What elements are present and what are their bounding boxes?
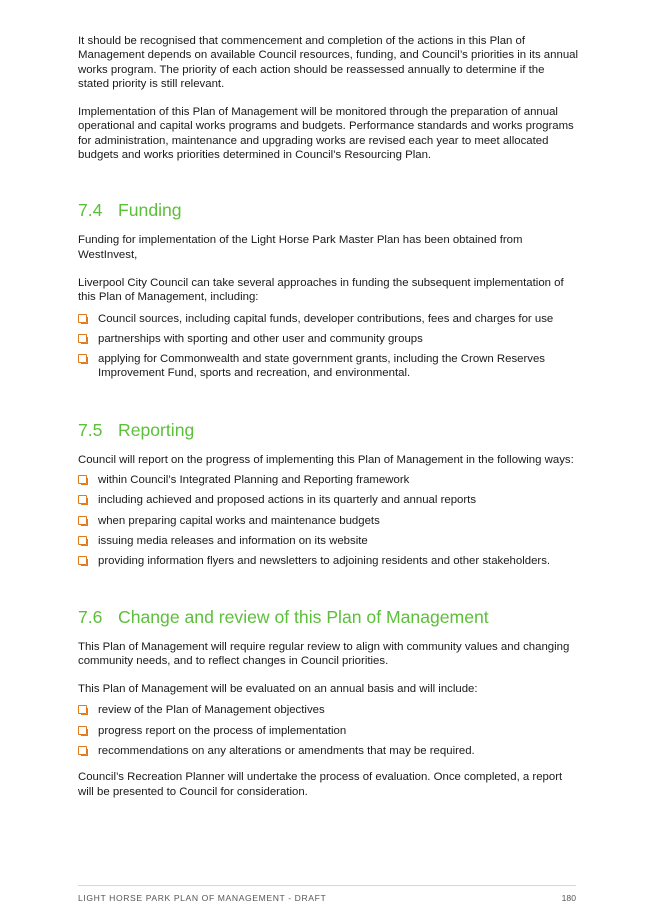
checkbox-bullet-icon: [78, 334, 87, 343]
list-item: including achieved and proposed actions in its quarterly and annual reports: [78, 493, 578, 507]
funding-paragraph-1: Funding for implementation of the Light Horse Park Master Plan has been obtained from WestInvest,: [78, 234, 523, 261]
list-item: Council sources, including capital funds, developer contributions, fees and charges for use: [78, 312, 578, 326]
checkbox-bullet-icon: [78, 475, 87, 484]
list-item: review of the Plan of Management objectives: [78, 703, 578, 717]
list-item: within Council’s Integrated Planning and Reporting framework: [78, 473, 578, 487]
checkbox-bullet-icon: [78, 705, 87, 714]
reporting-paragraph-1: Council will report on the progress of implementing this Plan of Management in the following ways:: [78, 453, 574, 466]
section-title: Funding: [118, 200, 182, 221]
footer-page-number: 180: [561, 893, 576, 903]
intro-paragraph-2: Implementation of this Plan of Management will be monitored through the preparation of annual operational and capital works programs and budgets. Performance standards and works programs for administration, maintenance and upgrading works are revised each year to meet allocated budgets and works priorities determined in Council’s Resourcing Plan.: [78, 106, 574, 162]
list-item: partnerships with sporting and other user and community groups: [78, 332, 578, 346]
footer-divider: [78, 885, 576, 886]
checkbox-bullet-icon: [78, 516, 87, 525]
checkbox-bullet-icon: [78, 726, 87, 735]
footer-document-title: LIGHT HORSE PARK PLAN OF MANAGEMENT - DRAFT: [78, 893, 327, 903]
section-number: 7.5: [78, 419, 103, 440]
checkbox-bullet-icon: [78, 556, 87, 565]
section-heading-7-4: [78, 199, 578, 221]
funding-paragraph-2: Liverpool City Council can take several approaches in funding the subsequent implementation of this Plan of Management, including:: [78, 276, 564, 304]
checkbox-bullet-icon: [78, 314, 87, 323]
list-item: issuing media releases and information on its website: [78, 534, 578, 548]
review-paragraph-2: This Plan of Management will be evaluated on an annual basis and will include:: [78, 683, 478, 696]
review-paragraph-3: Council’s Recreation Planner will undertake the process of evaluation. Once completed, a report will be presented to Council for consideration.: [78, 771, 563, 798]
checkbox-bullet-icon: [78, 536, 87, 545]
list-item: recommendations on any alterations or amendments that may be required.: [78, 744, 578, 758]
intro-paragraph-1: It should be recognised that commencement and completion of the actions in this Plan of Management depends on available Council resources, funding, and Council’s priorities in its annual works program. The priority of each action should be reassessed annually to determine if the stated priority is still relevant.: [78, 35, 579, 90]
review-paragraph-1: This Plan of Management will require regular review to align with community values and changing community needs, and to reflect changes in Council priorities.: [78, 640, 570, 667]
section-heading-7-6: [78, 606, 578, 628]
section-title: Change and review of this Plan of Management: [118, 606, 489, 627]
checkbox-bullet-icon: [78, 495, 87, 504]
review-list: [78, 703, 578, 758]
page-content: [78, 34, 578, 799]
section-number: 7.4: [78, 200, 103, 221]
list-item: progress report on the process of implementation: [78, 724, 578, 738]
checkbox-bullet-icon: [78, 354, 87, 363]
section-title: Reporting: [118, 419, 195, 440]
funding-list: [78, 312, 578, 381]
section-number: 7.6: [78, 606, 103, 627]
section-heading-7-5: [78, 419, 578, 441]
list-item: when preparing capital works and maintenance budgets: [78, 514, 578, 528]
list-item: applying for Commonwealth and state government grants, including the Crown Reserves Improvement Fund, sports and recreation, and environmental.: [78, 352, 578, 381]
list-item: providing information flyers and newsletters to adjoining residents and other stakeholders.: [78, 554, 578, 568]
reporting-list: [78, 473, 578, 568]
checkbox-bullet-icon: [78, 746, 87, 755]
